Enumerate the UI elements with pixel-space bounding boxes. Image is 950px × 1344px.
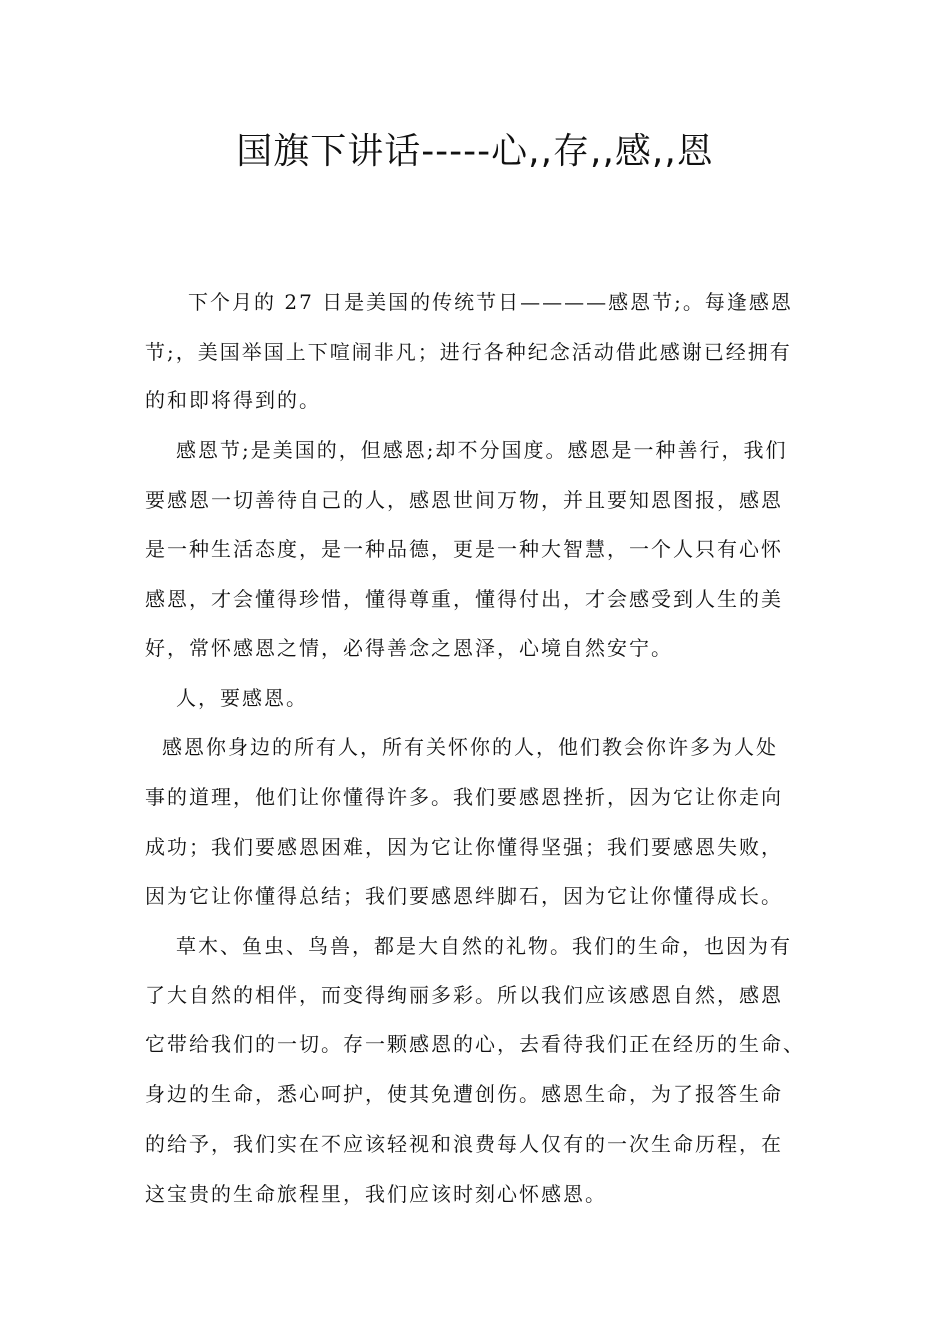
paragraph-4-line-1: 感恩你身边的所有人，所有关怀你的人，他们教会你许多为人处 bbox=[162, 735, 778, 759]
page-title: 国旗下讲话-----心,,存,,感,,恩 bbox=[236, 131, 714, 172]
paragraph-2-line-5: 好，常怀感恩之情，必得善念之恩泽，心境自然安宁。 bbox=[145, 636, 673, 660]
paragraph-2-line-3: 是一种生活态度，是一种品德，更是一种大智慧，一个人只有心怀 bbox=[145, 537, 783, 561]
paragraph-5-line-2: 了大自然的相伴，而变得绚丽多彩。所以我们应该感恩自然，感恩 bbox=[145, 983, 783, 1007]
paragraph-5-line-6: 这宝贵的生命旅程里，我们应该时刻心怀感恩。 bbox=[145, 1182, 607, 1206]
paragraph-2-line-4: 感恩，才会懂得珍惜，懂得尊重，懂得付出，才会感受到人生的美 bbox=[145, 587, 783, 611]
paragraph-5-line-4: 身边的生命，悉心呵护，使其免遭创伤。感恩生命，为了报答生命 bbox=[145, 1082, 783, 1106]
paragraph-3-line-1: 人，要感恩。 bbox=[176, 686, 308, 710]
paragraph-1-line-3: 的和即将得到的。 bbox=[145, 388, 321, 412]
paragraph-5-line-3: 它带给我们的一切。存一颗感恩的心，去看待我们正在经历的生命、 bbox=[145, 1032, 805, 1056]
paragraph-1-line-2: 节;，美国举国上下喧闹非凡；进行各种纪念活动借此感谢已经拥有 bbox=[145, 340, 792, 364]
paragraph-4-line-3: 成功；我们要感恩困难，因为它让你懂得坚强；我们要感恩失败， bbox=[145, 835, 783, 859]
paragraph-4-line-2: 事的道理，他们让你懂得许多。我们要感恩挫折，因为它让你走向 bbox=[145, 785, 783, 809]
paragraph-1-line-1: 下个月的 27 日是美国的传统节日————感恩节;。每逢感恩 bbox=[188, 290, 793, 314]
paragraph-2-line-2: 要感恩一切善待自己的人，感恩世间万物，并且要知恩图报，感恩 bbox=[145, 488, 783, 512]
paragraph-5-line-5: 的给予，我们实在不应该轻视和浪费每人仅有的一次生命历程，在 bbox=[145, 1132, 783, 1156]
paragraph-4-line-4: 因为它让你懂得总结；我们要感恩绊脚石，因为它让你懂得成长。 bbox=[145, 884, 783, 908]
paragraph-5-line-1: 草木、鱼虫、鸟兽，都是大自然的礼物。我们的生命，也因为有 bbox=[176, 934, 792, 958]
paragraph-2-line-1: 感恩节;是美国的，但感恩;却不分国度。感恩是一种善行，我们 bbox=[176, 438, 788, 462]
